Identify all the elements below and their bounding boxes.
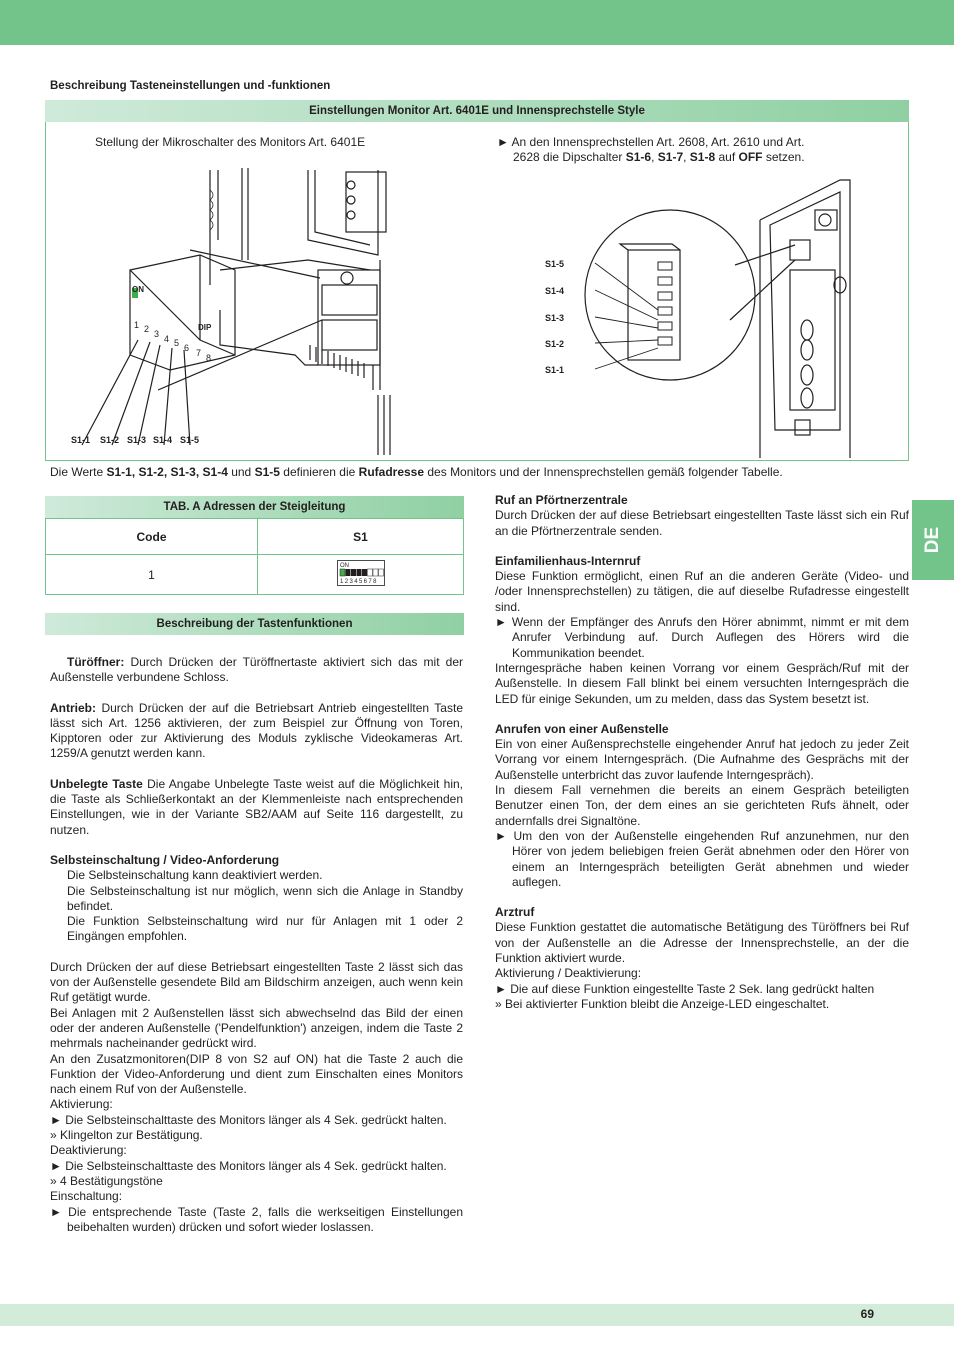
dip-on-label: ON bbox=[339, 563, 349, 569]
monitor-dip-illustration bbox=[60, 160, 400, 455]
dip-number: 6 bbox=[184, 343, 190, 353]
table-header-code: Code bbox=[46, 519, 258, 555]
page-number: 69 bbox=[860, 1307, 874, 1321]
bottom-color-bar bbox=[0, 1304, 954, 1326]
dip-number: 2 bbox=[144, 324, 150, 334]
left-column: Türöffner: Durch Drücken der Türöffnertaste aktiviert sich das mit der Außenstelle verbundene Schloss. Antrieb: Durch Drücken der auf die Betriebsart Antrieb eingestellten Taste lässt sich Art. 1256 aktivieren, der zum Beispiel zur Öffnung von Toren, Kipptoren oder zur Aktivierung des Moduls zyklische Videokameras Art. 1259/A genutzt werden kann. Unbelegte Taste Die Angabe Unbelegte Taste weist auf die Möglichkeit hin, die Taste als Schließerkontakt an der Klemmenleiste nach entsprechenden Einstellungen, wie in der Variante SB2/AAM auf Seite 116 dargestellt, zu nutzen. Selbsteinschaltung / Video-Anforderung Die Selbsteinschaltung kann deaktiviert werden. Die Selbsteinschaltung ist nur möglich, wenn sich die Anlage in Standby befindet. Die Funktion Selbsteinschaltung wird nur für Anlagen mit 1 oder 2 Eingängen empfohlen. Durch Drücken der auf diese Betriebsart eingestellten Taste 2 lässt sich das von der Außenstelle gesendete Bild am Bildschirm anzeigen, auch wenn kein Ruf getätigt wurde. Bei Anlagen mit 2 Außenstellen lässt sich abwechselnd das Bild der einen oder der anderen Außenstelle ('Pendelfunktion') anzeigen, indem die Taste 2 mehrmals nacheinander gedrückt wird. An den Zusatzmonitoren(DIP 8 von S2 auf ON) hat die Taste 2 auch die Funktion der Video-Anforderung und dient zum Einschalten eines Monitors nach einem Ruf von der Außenstelle. Aktivierung: ► Die Selbsteinschalttaste des Monitors länger als 4 Sek. gedrückt halten. » Klingelton zur Bestätigung. Deaktivierung: ► Die Selbsteinschalttaste des Monitors länger als 4 Sek. gedrückt halten. » 4 Bestätigungstöne Einschaltung: ► Die entsprechende Taste (Taste 2, falls die werkseitigen Einstellungen beibehalten wurden) drücken und sofort wieder loslassen. bbox=[50, 655, 463, 1234]
dip-switch-icon bbox=[337, 560, 385, 586]
intercom-dip-illustration bbox=[560, 170, 870, 458]
right-note-line1: ► An den Innensprechstellen Art. 2608, Art. 2610 und Art. bbox=[497, 135, 805, 149]
switch-label: S1-5 bbox=[545, 259, 565, 269]
dip-number: 7 bbox=[196, 348, 202, 358]
values-sentence: Die Werte S1-1, S1-2, S1-3, S1-4 und S1-5 definieren die Rufadresse des Monitors und der Innensprechstellen gemäß folgender Tabelle. bbox=[50, 465, 783, 479]
table-cell-s1 bbox=[258, 555, 464, 595]
dip-number: 4 bbox=[164, 334, 170, 344]
switch-label: S1-4 bbox=[153, 435, 173, 445]
table-a bbox=[45, 518, 464, 595]
switch-label: S1-1 bbox=[545, 365, 565, 375]
language-tab: DE bbox=[912, 500, 954, 580]
functions-title: Beschreibung der Tastenfunktionen bbox=[45, 613, 464, 635]
top-color-bar bbox=[0, 0, 954, 45]
dip-on-label: ON bbox=[132, 285, 144, 294]
switch-label: S1-1 bbox=[71, 435, 91, 445]
switch-label: S1-4 bbox=[545, 286, 565, 296]
switch-label: S1-2 bbox=[100, 435, 120, 445]
table-cell-code: 1 bbox=[46, 555, 258, 595]
right-column: Ruf an Pförtnerzentrale Durch Drücken der auf diese Betriebsart eingestellten Taste lässt sich ein Ruf an die Pförtnerzentrale senden. Einfamilienhaus-Internruf Diese Funktion ermöglicht, einen Ruf an die anderen Geräte (Video- und /oder Innensprechstellen) zu tätigen, die auf dieselbe Rufadresse eingestellt sind. ► Wenn der Empfänger des Anrufs den Hörer abnimmt, nimmt er mit dem Anrufer Verbindung auf. Durch Auflegen des Hörers wird die Kommunikation beendet. Interngespräche haben keinen Vorrang vor einem Gespräch/Ruf mit der Außenstelle. In diesem Fall blinkt bei einem versuchten Interngespräch die LED für einige Sekunden, um zu melden, dass das System besetzt ist. Anrufen von einer Außenstelle Ein von einer Außensprechstelle eingehender Anruf hat jedoch zu jeder Zeit Vorrang vor einem Interngespräch. (Die Aufnahme des Gesprächs mit der Außenstelle unterbricht das zuvor laufende Interngespräch). In diesem Fall vernehmen die bereits an einem Gespräch beteiligten Benutzer einen Ton, der dem eines an sie gerichteten Rufs ähnelt, oder andernfalls drei Signaltöne. ► Um den von der Außenstelle eingehenden Ruf anzunehmen, nur den Hörer von jedem beliebigen freien Gerät abnehmen oder den Hörer von einem an Interngespräch beteiligten Gerät abnehmen und wieder auflegen. Arztruf Diese Funktion gestattet die automatische Betätigung des Türöffners bei Ruf von der Außenstelle an die Adresse der Innensprechstelle, an der die Funktion aktiviert wurde. Aktivierung / Deaktivierung: ► Die auf diese Funktion eingestellte Taste 2 Sek. lang gedrückt halten » Bei aktivierter Funktion bleibt die Anzeige-LED eingeschaltet. bbox=[495, 493, 909, 1011]
dip-number: 5 bbox=[174, 338, 180, 348]
switch-label: S1-3 bbox=[127, 435, 147, 445]
dip-number: 3 bbox=[154, 329, 160, 339]
switch-label: S1-3 bbox=[545, 313, 565, 323]
dip-numbers: 12345678 bbox=[339, 579, 378, 585]
panel-title: Einstellungen Monitor Art. 6401E und Innensprechstelle Style bbox=[45, 100, 909, 122]
right-note-line2: 2628 die Dipschalter S1-6, S1-7, S1-8 auf OFF setzen. bbox=[513, 150, 805, 164]
dip-number: 8 bbox=[206, 353, 212, 363]
table-header-s1: S1 bbox=[258, 519, 464, 555]
section-heading: Beschreibung Tasteneinstellungen und -funktionen bbox=[50, 80, 331, 92]
left-caption: Stellung der Mikroschalter des Monitors Art. 6401E bbox=[95, 135, 366, 149]
dip-number: 1 bbox=[134, 320, 140, 330]
switch-label: S1-2 bbox=[545, 339, 565, 349]
switch-label: S1-5 bbox=[180, 435, 200, 445]
dip-word-label: DIP bbox=[198, 323, 212, 332]
table-a-title: TAB. A Adressen der Steigleitung bbox=[45, 496, 464, 518]
